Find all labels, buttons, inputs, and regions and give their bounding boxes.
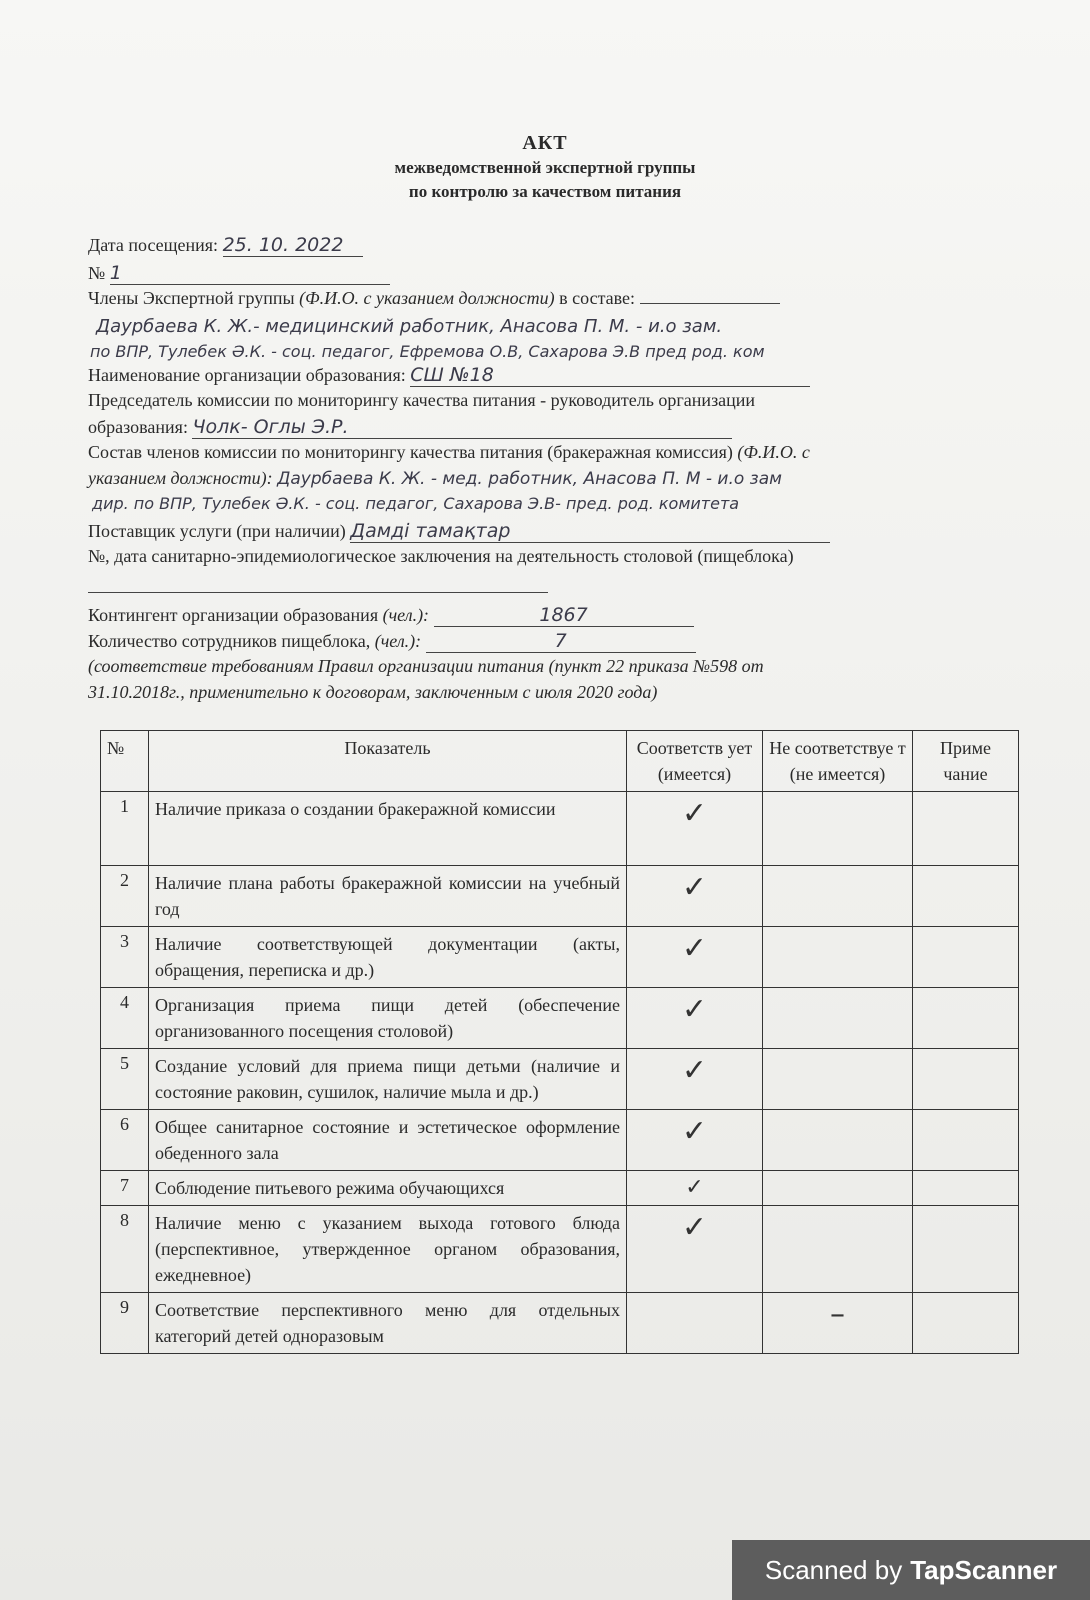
visit-date-value: 25. 10. 2022	[223, 234, 363, 257]
commission-line-2: указанием должности): Даурбаева К. Ж. - мед. работник, Анасова П. М - и.о зам	[88, 468, 782, 489]
chair-line-2: образования: Чолк- Оглы Э.Р.	[88, 416, 732, 439]
commission-line: Состав членов комиссии по мониторингу качества питания (бракеражная комиссия) (Ф.И.О. с	[88, 442, 810, 462]
table-row: 4 Организация приема пищи детей (обеспечение организованного посещения столовой) ✓	[101, 988, 1019, 1049]
chair-value: Чолк- Оглы Э.Р.	[192, 416, 732, 439]
org-value: СШ №18	[410, 364, 810, 387]
staff-value: 7	[426, 630, 696, 653]
members-handwriting-2: по ВПР, Тулебек Ә.К. - соц. педагог, Ефремова О.В, Сахарова Э.В пред род. ком	[90, 342, 765, 361]
check-icon: ✓	[627, 1171, 763, 1206]
table-row: 3 Наличие соответствующей документации (акты, обращения, переписка и др.) ✓	[101, 927, 1019, 988]
note-line-2: 31.10.2018г., применительно к договорам, заключенным с июля 2020 года)	[88, 682, 658, 702]
check-icon: ✓	[627, 988, 763, 1049]
doc-subtitle-2: по контролю за качеством питания	[408, 182, 682, 201]
header-num: №	[101, 731, 149, 792]
doc-title: АКТ	[522, 132, 568, 154]
contingent-value: 1867	[434, 604, 694, 627]
supplier-value: Дамді тамақтар	[350, 520, 830, 543]
contingent-line: Контингент организации образования (чел.): 1867	[88, 604, 694, 627]
note-line-1: (соответствие требованиям Правил организации питания (пункт 22 приказа №598 от	[88, 656, 764, 676]
dash-mark: –	[763, 1293, 913, 1354]
table-row: 2 Наличие плана работы бракеражной комиссии на учебный год ✓	[101, 866, 1019, 927]
members-handwriting-1: Даурбаева К. Ж.- медицинский работник, Анасова П. М. - и.о зам.	[96, 316, 723, 337]
check-icon: ✓	[627, 1110, 763, 1171]
doc-subtitle-1: межведомственной экспертной группы	[394, 158, 696, 177]
header-indicator: Показатель	[149, 731, 627, 792]
table-row: 5 Создание условий для приема пищи детьми (наличие и состояние раковин, сушилок, наличие мыла и др.) ✓	[101, 1049, 1019, 1110]
check-icon: ✓	[627, 927, 763, 988]
table-row: 9 Соответствие перспективного меню для отдельных категорий детей одноразовым –	[101, 1293, 1019, 1354]
check-icon: ✓	[627, 792, 763, 866]
table-row: 7 Соблюдение питьевого режима обучающихся ✓	[101, 1171, 1019, 1206]
table-row: 8 Наличие меню с указанием выхода готового блюда (перспективное, утвержденное органом образования, ежедневное) ✓	[101, 1206, 1019, 1293]
scanner-watermark: Scanned by TapScanner	[732, 1540, 1090, 1600]
check-icon: ✓	[627, 1206, 763, 1293]
commission-handwriting-2: дир. по ВПР, Тулебек Ә.К. - соц. педагог, Сахарова Э.В- пред. род. комитета	[92, 494, 740, 513]
header-complies: Соответств ует (имеется)	[627, 731, 763, 792]
chair-line: Председатель комиссии по мониторингу качества питания - руководитель организации	[88, 390, 756, 410]
indicators-table	[100, 730, 1019, 1354]
table-header-row	[101, 731, 1019, 792]
table-row: 1 Наличие приказа о создании бракеражной комиссии ✓	[101, 792, 1019, 866]
check-icon: ✓	[627, 1049, 763, 1110]
header-not-complies: Не соответствуе т (не имеется)	[763, 731, 913, 792]
members-line: Члены Экспертной группы (Ф.И.О. с указанием должности) в составе:	[88, 288, 780, 309]
check-icon: ✓	[627, 866, 763, 927]
staff-line: Количество сотрудников пищеблока, (чел.): 7	[88, 630, 696, 653]
supplier-line: Поставщик услуги (при наличии) Дамді тамақтар	[88, 520, 830, 543]
commission-handwriting-1: Даурбаева К. Ж. - мед. работник, Анасова П. М - и.о зам	[277, 469, 782, 489]
header-note: Приме чание	[913, 731, 1019, 792]
sanitary-line: №, дата санитарно-эпидемиологическое заключения на деятельность столовой (пищеблока)	[88, 546, 794, 566]
table-row: 6 Общее санитарное состояние и эстетическое оформление обеденного зала ✓	[101, 1110, 1019, 1171]
visit-date-line: Дата посещения: 25. 10. 2022	[88, 234, 363, 257]
number-line: № 1	[88, 262, 390, 285]
number-value: 1	[110, 262, 390, 285]
sanitary-blank	[88, 592, 548, 593]
org-line: Наименование организации образования: СШ №18	[88, 364, 810, 387]
